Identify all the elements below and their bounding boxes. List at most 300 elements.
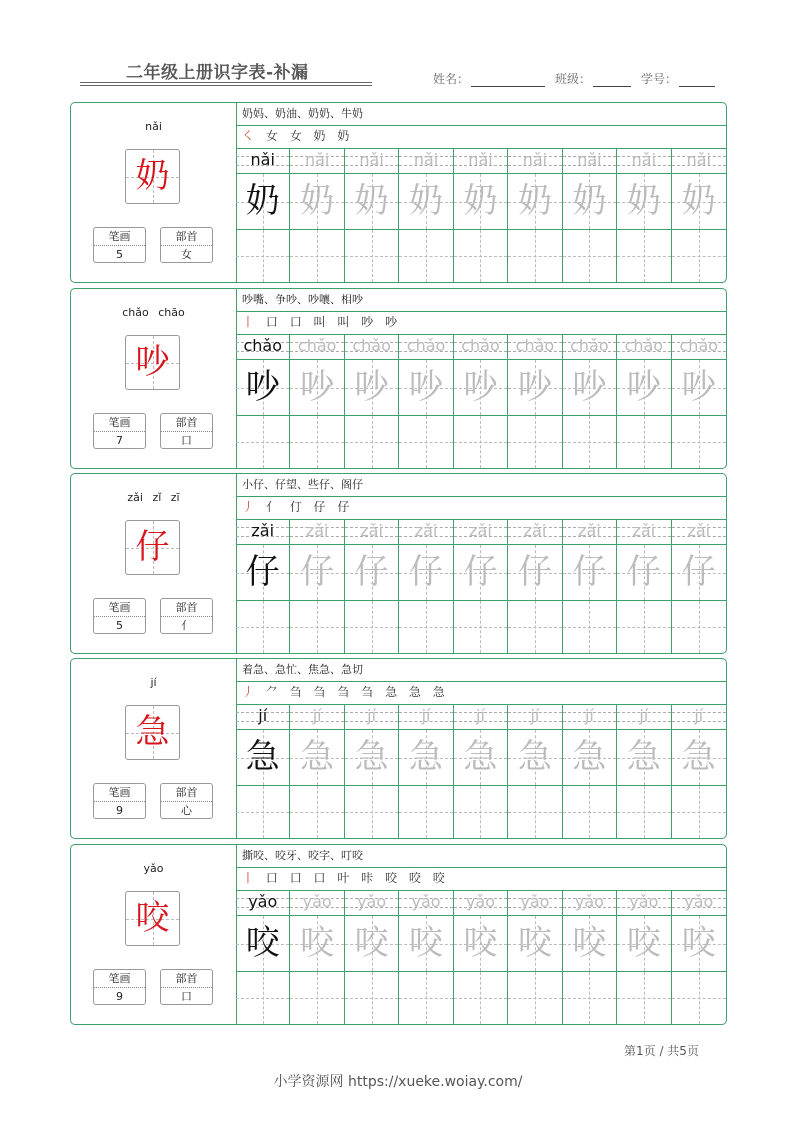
pinyin-trace: zǎi <box>687 521 711 540</box>
blank-practice-cell[interactable] <box>508 972 562 1024</box>
character-trace: 仔 <box>300 552 335 592</box>
character-trace-cell[interactable] <box>672 360 726 416</box>
character-trace-cell[interactable] <box>508 360 562 416</box>
name-blank[interactable] <box>471 72 545 87</box>
character-trace-cell[interactable] <box>290 545 344 601</box>
radical-label: 部首 <box>161 414 212 432</box>
character-trace-cell[interactable] <box>508 730 562 786</box>
class-field[interactable] <box>555 70 631 87</box>
pinyin-trace: zǎi <box>251 521 275 540</box>
pinyin-cell[interactable] <box>399 704 453 730</box>
pinyin-cell[interactable] <box>563 890 617 916</box>
pinyin-cell[interactable] <box>617 890 671 916</box>
pinyin-trace: yǎo <box>357 892 387 911</box>
name-label: 姓名： <box>433 72 470 86</box>
stroke-order-row <box>236 496 726 520</box>
pinyin-trace: yǎo <box>302 892 332 911</box>
blank-practice-cell[interactable] <box>563 972 617 1024</box>
stroke-step: 吵 <box>361 315 378 329</box>
character-trace-cell[interactable] <box>454 360 508 416</box>
blank-practice-cell[interactable] <box>454 601 508 653</box>
blank-practice-cell[interactable] <box>454 786 508 838</box>
blank-practice-cell[interactable] <box>508 786 562 838</box>
stroke-step: 刍 <box>313 685 330 699</box>
pinyin-trace: jí <box>530 706 540 725</box>
stroke-count-box <box>93 413 146 449</box>
stroke-count-box <box>93 598 146 634</box>
blank-practice-cell[interactable] <box>236 601 290 653</box>
blank-practice-cell[interactable] <box>617 416 671 468</box>
model-character-box <box>125 520 180 575</box>
character-trace-cell[interactable] <box>508 545 562 601</box>
character-trace-cell[interactable] <box>454 545 508 601</box>
character-trace-cell[interactable] <box>236 360 290 416</box>
stroke-count-value: 5 <box>116 619 123 632</box>
pinyin-trace: nǎi <box>468 150 493 169</box>
character-trace: 吵 <box>463 367 498 407</box>
character-trace: 仔 <box>681 552 716 592</box>
character-trace-cell[interactable] <box>290 174 344 230</box>
character-trace: 急 <box>409 737 444 777</box>
blank-practice-cell[interactable] <box>290 230 344 282</box>
character-trace-cell[interactable] <box>563 174 617 230</box>
pinyin-trace: nǎi <box>359 150 384 169</box>
stroke-step: 叶 <box>337 871 354 885</box>
pinyin-cell[interactable] <box>508 519 562 545</box>
pinyin-cell[interactable] <box>508 334 562 360</box>
page-title: 二年级上册识字表-补漏 <box>126 63 309 83</box>
pinyin-trace: zǎi <box>360 521 383 540</box>
model-character: 急 <box>135 712 170 752</box>
pinyin-cell[interactable] <box>617 148 671 174</box>
character-trace: 急 <box>463 737 498 777</box>
blank-practice-cell[interactable] <box>563 786 617 838</box>
blank-practice-cell[interactable] <box>617 230 671 282</box>
pinyin-trace: zǎi <box>632 521 656 540</box>
blank-practice-cell[interactable] <box>290 416 344 468</box>
pinyin-reading: zǎi zǐ zī <box>127 491 180 504</box>
name-field[interactable] <box>433 70 545 87</box>
pinyin-trace: jí <box>584 706 594 725</box>
pinyin-trace: yǎo <box>574 892 604 911</box>
pinyin-cell[interactable] <box>345 519 399 545</box>
stroke-step: 丿 <box>242 500 259 514</box>
character-trace: 仔 <box>354 552 389 592</box>
title-underline <box>80 82 372 83</box>
writing-grid <box>236 704 726 838</box>
blank-practice-cell[interactable] <box>454 230 508 282</box>
pinyin-cell[interactable] <box>617 704 671 730</box>
stroke-count-label: 笔画 <box>94 784 145 802</box>
character-trace: 奶 <box>463 181 498 221</box>
stroke-step: 丨 <box>242 315 259 329</box>
pinyin-trace: yǎo <box>684 892 714 911</box>
student-number-blank[interactable] <box>679 72 715 87</box>
stroke-step: 吵 <box>385 315 402 329</box>
pinyin-cell[interactable] <box>454 148 508 174</box>
student-number-field[interactable] <box>641 70 715 87</box>
radical-box <box>160 969 213 1005</box>
pinyin-trace: chǎo <box>243 336 282 355</box>
stroke-step: 亻 <box>265 500 282 514</box>
blank-practice-cell[interactable] <box>236 230 290 282</box>
title-underline-2 <box>80 85 372 86</box>
character-trace: 咬 <box>245 923 280 963</box>
stroke-count-box <box>93 227 146 263</box>
character-trace: 吵 <box>572 367 607 407</box>
pinyin-cell[interactable] <box>236 148 290 174</box>
blank-practice-cell[interactable] <box>345 972 399 1024</box>
character-trace-cell[interactable] <box>236 730 290 786</box>
pinyin-trace: chǎo <box>297 336 337 355</box>
pinyin-cell[interactable] <box>672 519 726 545</box>
pinyin-trace: yǎo <box>520 892 550 911</box>
practice-area <box>236 659 726 838</box>
character-trace-cell[interactable] <box>617 916 671 972</box>
character-trace: 咬 <box>572 923 607 963</box>
character-trace: 急 <box>300 737 335 777</box>
pinyin-trace: jí <box>476 706 485 725</box>
pinyin-cell[interactable] <box>290 334 344 360</box>
radical-label: 部首 <box>161 599 212 617</box>
example-words: 小仔、仔望、些仔、阁仔 <box>236 474 726 497</box>
character-trace: 咬 <box>463 923 498 963</box>
character-trace-cell[interactable] <box>672 545 726 601</box>
character-trace-cell[interactable] <box>399 174 453 230</box>
pinyin-cell[interactable] <box>617 334 671 360</box>
character-trace-cell[interactable] <box>345 174 399 230</box>
stroke-step: 口 <box>289 871 306 885</box>
blank-practice-cell[interactable] <box>236 786 290 838</box>
class-label: 班级： <box>555 72 592 86</box>
pinyin-cell[interactable] <box>290 704 344 730</box>
character-trace-cell[interactable] <box>236 916 290 972</box>
writing-grid <box>236 334 726 468</box>
stroke-step: 叫 <box>337 315 354 329</box>
blank-practice-cell[interactable] <box>399 230 453 282</box>
pinyin-cell[interactable] <box>399 148 453 174</box>
blank-practice-cell[interactable] <box>672 601 726 653</box>
stroke-step: 丨 <box>242 871 259 885</box>
character-trace-cell[interactable] <box>345 545 399 601</box>
pinyin-trace: chǎo <box>624 336 664 355</box>
character-trace: 急 <box>572 737 607 777</box>
blank-practice-cell[interactable] <box>399 972 453 1024</box>
character-trace-cell[interactable] <box>563 360 617 416</box>
character-trace: 急 <box>626 737 661 777</box>
character-section <box>70 658 727 839</box>
blank-practice-cell[interactable] <box>290 786 344 838</box>
character-info-panel <box>71 474 237 653</box>
pinyin-cell[interactable] <box>236 890 290 916</box>
pinyin-cell[interactable] <box>345 148 399 174</box>
stroke-step: 咬 <box>432 871 449 885</box>
stroke-step: 叫 <box>313 315 330 329</box>
blank-practice-cell[interactable] <box>563 601 617 653</box>
character-trace: 吵 <box>626 367 661 407</box>
pinyin-cell[interactable] <box>236 334 290 360</box>
stroke-order-row <box>236 681 726 705</box>
blank-practice-cell[interactable] <box>672 972 726 1024</box>
class-blank[interactable] <box>593 72 631 87</box>
pinyin-trace: jí <box>258 706 268 725</box>
pinyin-cell[interactable] <box>345 890 399 916</box>
model-character: 仔 <box>135 527 170 567</box>
blank-practice-cell[interactable] <box>508 416 562 468</box>
pinyin-trace: yǎo <box>629 892 659 911</box>
pinyin-cell[interactable] <box>672 890 726 916</box>
practice-area <box>236 474 726 653</box>
character-trace-cell[interactable] <box>345 730 399 786</box>
character-trace: 奶 <box>572 181 607 221</box>
radical-value: 口 <box>181 434 192 447</box>
character-trace-cell[interactable] <box>454 730 508 786</box>
pinyin-cell[interactable] <box>345 704 399 730</box>
pinyin-cell[interactable] <box>563 334 617 360</box>
stroke-step: 急 <box>408 685 425 699</box>
stroke-count-value: 7 <box>116 434 123 447</box>
character-trace-cell[interactable] <box>672 730 726 786</box>
blank-practice-cell[interactable] <box>508 230 562 282</box>
blank-practice-cell[interactable] <box>617 786 671 838</box>
pinyin-cell[interactable] <box>290 890 344 916</box>
character-trace: 咬 <box>300 923 335 963</box>
stroke-step: ㇛ <box>242 129 259 143</box>
blank-practice-cell[interactable] <box>345 601 399 653</box>
stroke-step: 女 <box>265 129 282 143</box>
pinyin-cell[interactable] <box>454 334 508 360</box>
radical-value: 心 <box>181 804 192 817</box>
character-trace-cell[interactable] <box>617 360 671 416</box>
blank-practice-cell[interactable] <box>345 230 399 282</box>
stroke-step: 奶 <box>337 129 354 143</box>
pinyin-trace: nǎi <box>304 150 330 169</box>
pinyin-cell[interactable] <box>345 334 399 360</box>
pinyin-cell[interactable] <box>508 148 562 174</box>
blank-practice-cell[interactable] <box>290 601 344 653</box>
stroke-count-value: 5 <box>116 248 123 261</box>
character-info-panel <box>71 103 237 282</box>
stroke-count-box <box>93 969 146 1005</box>
blank-practice-cell[interactable] <box>508 601 562 653</box>
pinyin-reading: jí <box>150 676 157 689</box>
blank-practice-cell[interactable] <box>399 416 453 468</box>
model-character: 奶 <box>135 156 170 196</box>
blank-practice-cell[interactable] <box>617 972 671 1024</box>
pinyin-trace: zǎi <box>469 521 492 540</box>
character-trace-cell[interactable] <box>617 174 671 230</box>
stroke-step: 刍 <box>337 685 354 699</box>
character-trace-cell[interactable] <box>508 916 562 972</box>
student-number-label: 学号： <box>641 72 678 86</box>
character-trace-cell[interactable] <box>454 174 508 230</box>
pinyin-trace: chǎo <box>679 336 719 355</box>
pinyin-trace: yǎo <box>248 892 278 911</box>
character-trace-cell[interactable] <box>617 730 671 786</box>
character-section <box>70 473 727 654</box>
pinyin-cell[interactable] <box>508 704 562 730</box>
pinyin-cell[interactable] <box>672 704 726 730</box>
pinyin-cell[interactable] <box>508 890 562 916</box>
pinyin-cell[interactable] <box>399 890 453 916</box>
pinyin-trace: yǎo <box>411 892 441 911</box>
blank-practice-cell[interactable] <box>454 972 508 1024</box>
pinyin-cell[interactable] <box>236 519 290 545</box>
pinyin-cell[interactable] <box>563 519 617 545</box>
pinyin-trace: nǎi <box>686 150 711 169</box>
pinyin-cell[interactable] <box>672 148 726 174</box>
pinyin-trace: nǎi <box>413 150 439 169</box>
blank-practice-cell[interactable] <box>672 230 726 282</box>
character-trace-cell[interactable] <box>508 174 562 230</box>
character-trace-cell[interactable] <box>563 545 617 601</box>
pinyin-cell[interactable] <box>617 519 671 545</box>
character-trace-cell[interactable] <box>399 916 453 972</box>
stroke-order-row <box>236 311 726 335</box>
pinyin-trace: jí <box>694 706 704 725</box>
pinyin-trace: zǎi <box>305 521 329 540</box>
stroke-count-value: 9 <box>116 990 123 1003</box>
stroke-count-label: 笔画 <box>94 414 145 432</box>
blank-practice-cell[interactable] <box>672 416 726 468</box>
stroke-step: 刍 <box>289 685 306 699</box>
blank-practice-cell[interactable] <box>236 972 290 1024</box>
character-trace: 急 <box>517 737 552 777</box>
stroke-step: 咬 <box>408 871 425 885</box>
character-trace-cell[interactable] <box>617 545 671 601</box>
character-section <box>70 102 727 283</box>
pinyin-trace: chǎo <box>570 336 609 355</box>
writing-grid <box>236 519 726 653</box>
character-trace: 咬 <box>409 923 444 963</box>
character-trace-cell[interactable] <box>290 730 344 786</box>
model-character-box <box>125 705 180 760</box>
stroke-order-row <box>236 867 726 891</box>
pinyin-trace: jí <box>367 706 377 725</box>
pinyin-trace: chǎo <box>406 336 446 355</box>
stroke-step: 丿 <box>242 685 259 699</box>
pinyin-cell[interactable] <box>399 334 453 360</box>
pinyin-cell[interactable] <box>290 519 344 545</box>
example-words: 吵嘴、争吵、吵嚷、相吵 <box>236 289 726 312</box>
blank-practice-cell[interactable] <box>672 786 726 838</box>
character-trace-cell[interactable] <box>563 916 617 972</box>
blank-practice-cell[interactable] <box>617 601 671 653</box>
site-footer: 小学资源网 https://xueke.woiay.com/ <box>273 1074 523 1090</box>
pinyin-cell[interactable] <box>236 704 290 730</box>
character-trace: 奶 <box>409 181 444 221</box>
radical-value: 女 <box>181 248 192 261</box>
pinyin-trace: jí <box>421 706 431 725</box>
stroke-step: 口 <box>265 315 282 329</box>
pinyin-reading: yǎo <box>143 862 164 875</box>
example-words: 着急、急忙、焦急、急切 <box>236 659 726 682</box>
character-trace: 奶 <box>681 181 716 221</box>
pinyin-trace: nǎi <box>631 150 657 169</box>
pinyin-trace: jí <box>312 706 322 725</box>
character-trace-cell[interactable] <box>236 545 290 601</box>
character-trace-cell[interactable] <box>290 360 344 416</box>
pinyin-reading: nǎi <box>145 120 162 133</box>
writing-grid <box>236 148 726 282</box>
character-trace-cell[interactable] <box>563 730 617 786</box>
character-trace-cell[interactable] <box>399 545 453 601</box>
pinyin-trace: jí <box>639 706 649 725</box>
character-trace: 仔 <box>517 552 552 592</box>
blank-practice-cell[interactable] <box>345 416 399 468</box>
stroke-count-label: 笔画 <box>94 228 145 246</box>
character-trace-cell[interactable] <box>236 174 290 230</box>
practice-area <box>236 103 726 282</box>
character-trace-cell[interactable] <box>399 360 453 416</box>
character-trace-cell[interactable] <box>672 916 726 972</box>
blank-practice-cell[interactable] <box>399 601 453 653</box>
blank-practice-cell[interactable] <box>454 416 508 468</box>
pinyin-cell[interactable] <box>290 148 344 174</box>
pinyin-cell[interactable] <box>454 519 508 545</box>
pinyin-cell[interactable] <box>563 704 617 730</box>
blank-practice-cell[interactable] <box>563 416 617 468</box>
stroke-step: 急 <box>385 685 402 699</box>
stroke-step: ⺈ <box>265 685 282 699</box>
blank-practice-cell[interactable] <box>236 416 290 468</box>
character-trace: 急 <box>245 737 280 777</box>
stroke-step: 口 <box>289 315 306 329</box>
character-trace-cell[interactable] <box>672 174 726 230</box>
pinyin-trace: chǎo <box>352 336 391 355</box>
radical-value: 亻 <box>181 619 192 632</box>
pinyin-cell[interactable] <box>399 519 453 545</box>
character-trace-cell[interactable] <box>345 916 399 972</box>
pinyin-trace: zǎi <box>578 521 601 540</box>
character-trace-cell[interactable] <box>399 730 453 786</box>
blank-practice-cell[interactable] <box>399 786 453 838</box>
character-info-panel <box>71 845 237 1024</box>
stroke-count-label: 笔画 <box>94 599 145 617</box>
character-trace-cell[interactable] <box>454 916 508 972</box>
character-section <box>70 288 727 469</box>
model-character-box <box>125 335 180 390</box>
blank-practice-cell[interactable] <box>345 786 399 838</box>
model-character-box <box>125 891 180 946</box>
character-trace-cell[interactable] <box>345 360 399 416</box>
pinyin-cell[interactable] <box>563 148 617 174</box>
pinyin-trace: yǎo <box>465 892 496 911</box>
stroke-step: 仃 <box>289 500 306 514</box>
pinyin-trace: zǎi <box>523 521 547 540</box>
character-trace: 奶 <box>354 181 389 221</box>
radical-value: 口 <box>181 990 192 1003</box>
radical-box <box>160 227 213 263</box>
character-trace: 咬 <box>681 923 716 963</box>
blank-practice-cell[interactable] <box>563 230 617 282</box>
character-trace: 咬 <box>354 923 389 963</box>
pinyin-cell[interactable] <box>454 704 508 730</box>
stroke-step: 急 <box>432 685 449 699</box>
pinyin-cell[interactable] <box>672 334 726 360</box>
character-trace: 吵 <box>300 367 335 407</box>
character-section <box>70 844 727 1025</box>
character-info-panel <box>71 289 237 468</box>
stroke-step: 口 <box>265 871 282 885</box>
stroke-step: 奶 <box>313 129 330 143</box>
blank-practice-cell[interactable] <box>290 972 344 1024</box>
pinyin-cell[interactable] <box>454 890 508 916</box>
character-trace-cell[interactable] <box>290 916 344 972</box>
model-character: 吵 <box>135 342 170 382</box>
character-trace: 吵 <box>409 367 444 407</box>
character-trace: 仔 <box>463 552 498 592</box>
